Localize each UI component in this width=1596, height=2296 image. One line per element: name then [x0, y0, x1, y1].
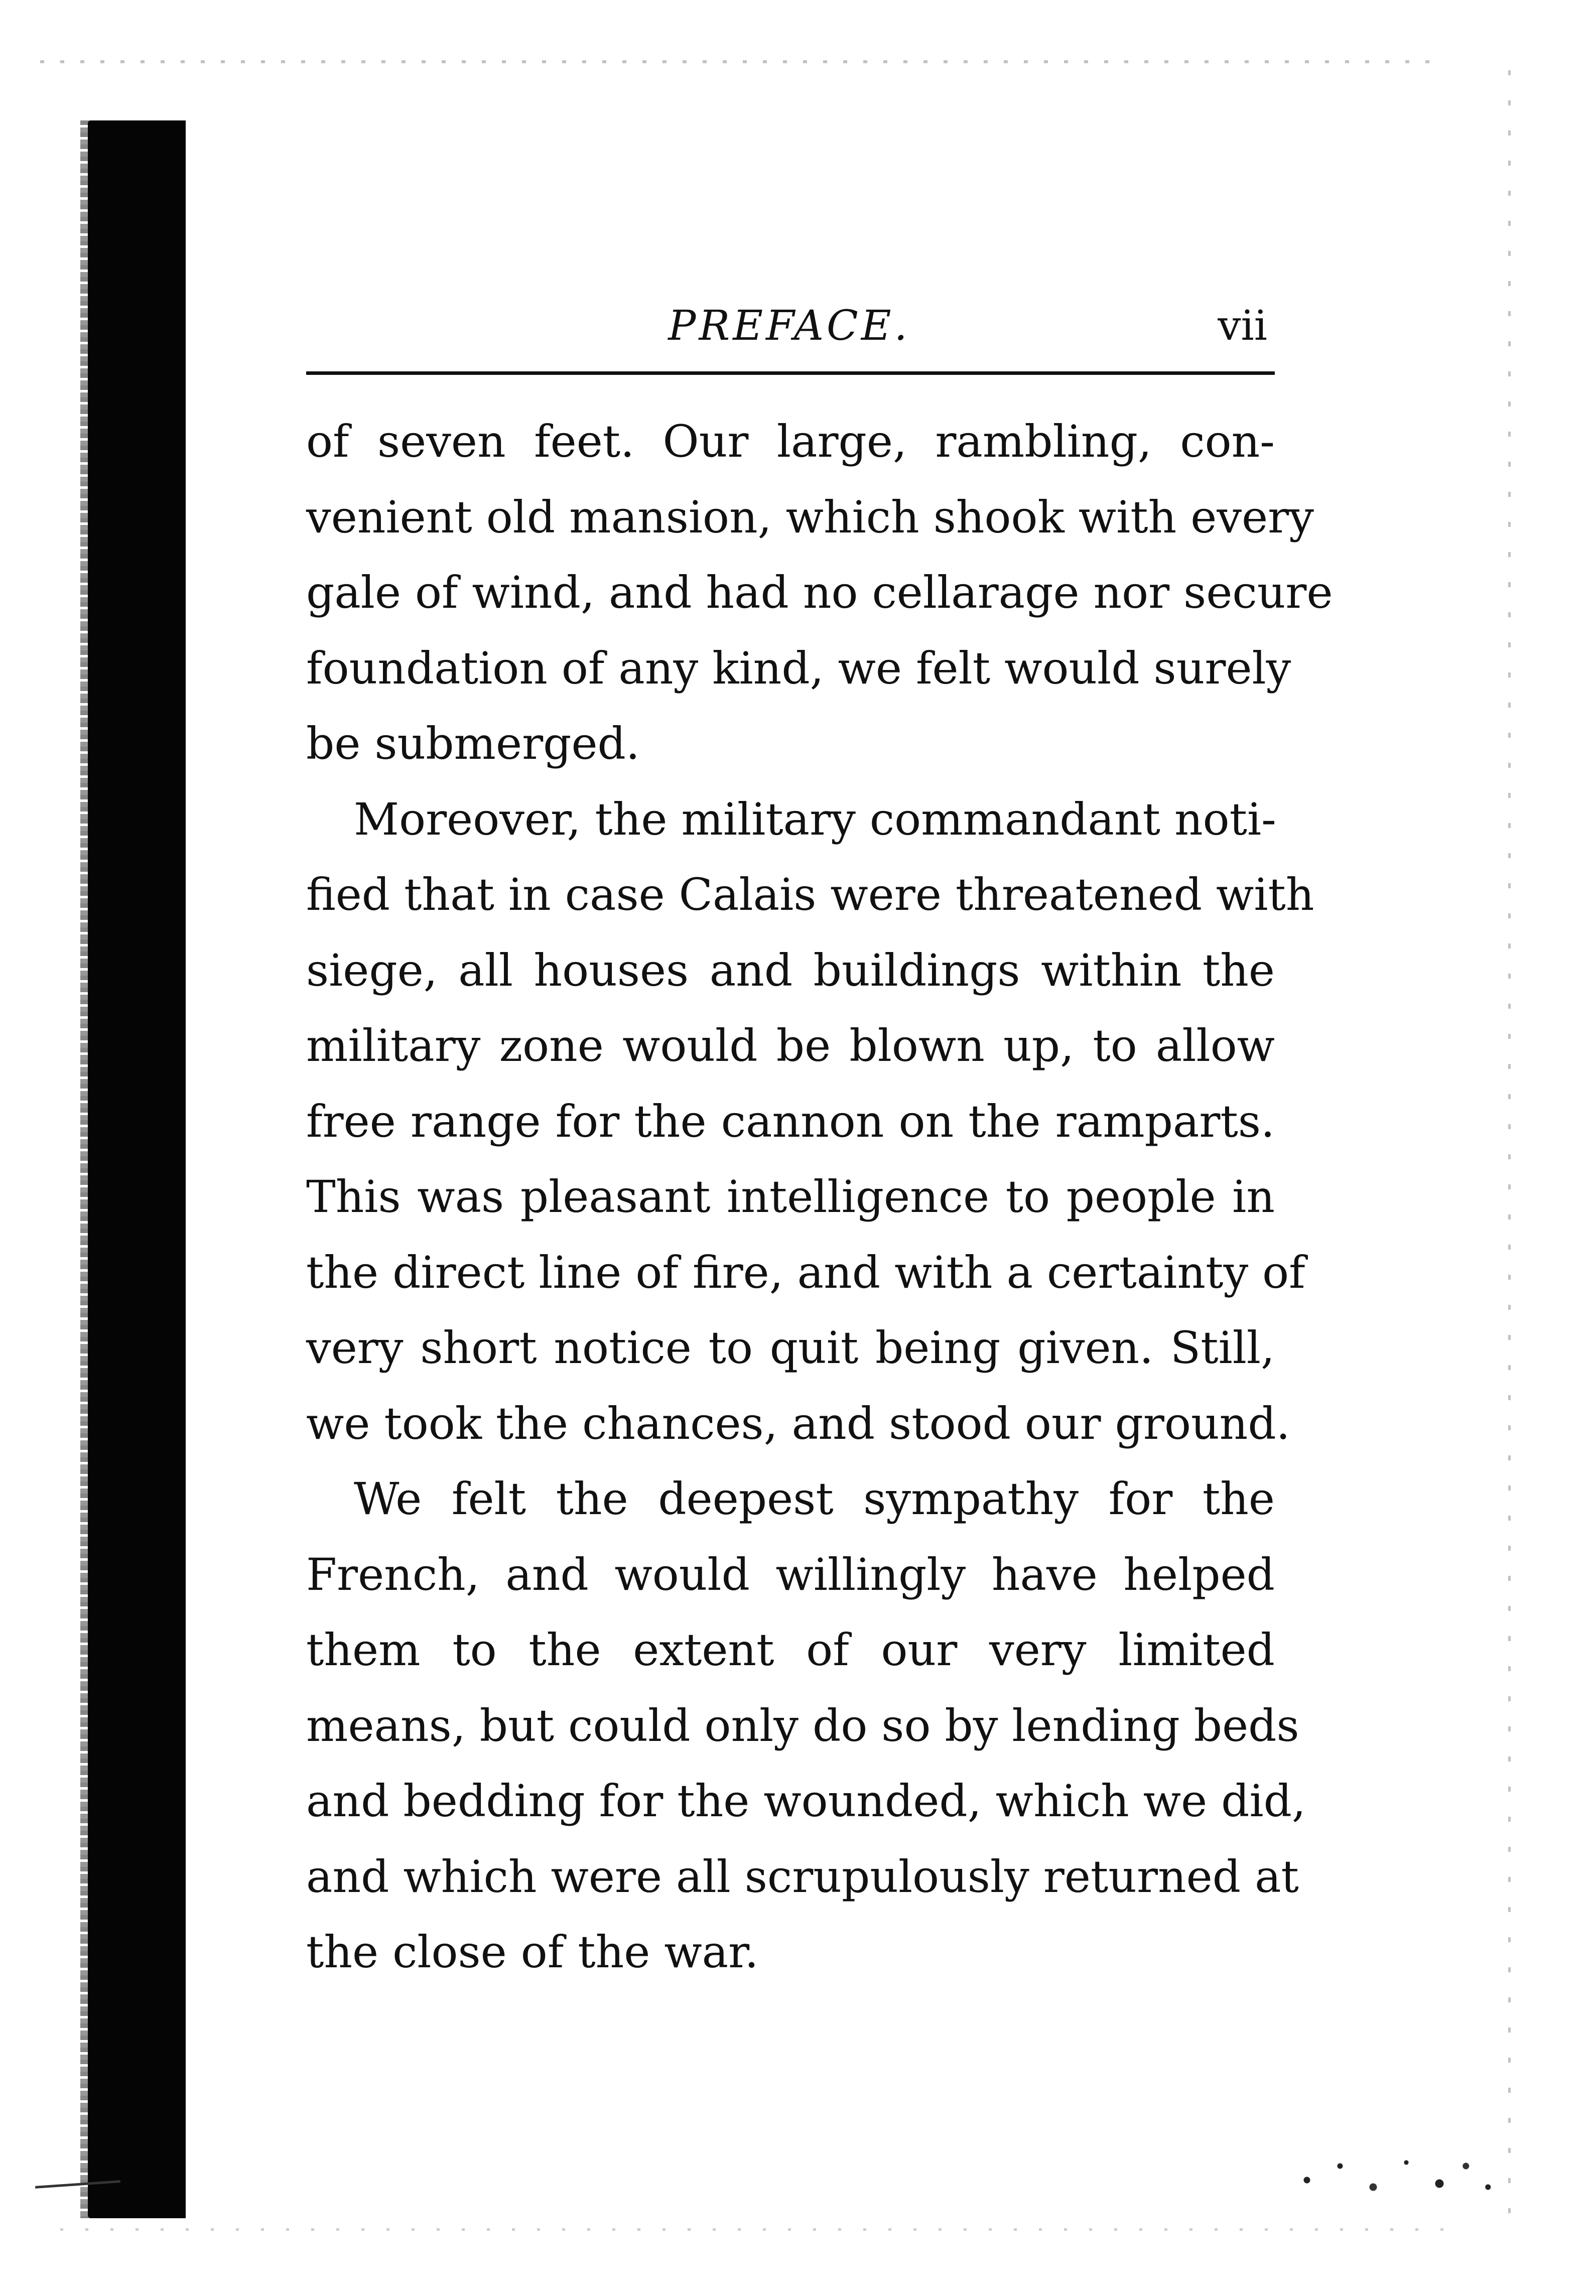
text-line: French, and would willingly have helped	[306, 1548, 1275, 1600]
text-line: we took the chances, and stood our ground.	[306, 1397, 1290, 1449]
text-line: We felt the deepest sympathy for the	[354, 1473, 1275, 1525]
text-line: free range for the cannon on the ramparts.	[306, 1095, 1275, 1147]
text-line: military zone would be blown up, to allow	[306, 1020, 1275, 1071]
text-line: Moreover, the military commandant noti-	[354, 793, 1276, 845]
page-edge-right	[1508, 70, 1511, 2228]
text-line: and bedding for the wounded, which we did,	[306, 1775, 1306, 1827]
text-line: the close of the war.	[306, 1926, 759, 1978]
text-line: of seven feet. Our large, rambling, con-	[306, 416, 1275, 467]
running-head	[311, 299, 1267, 354]
text-line: and which were all scrupulously returned at	[306, 1850, 1299, 1903]
text-line: means, but could only do so by lending beds	[306, 1699, 1299, 1751]
text-line: gale of wind, and had no cellarage nor secure	[306, 567, 1333, 618]
text-line: the direct line of fire, and with a certainty of	[306, 1246, 1305, 1298]
page-number: vii	[1218, 302, 1267, 350]
text-line: very short notice to quit being given. Still,	[306, 1322, 1275, 1374]
text-line: fied that in case Calais were threatened with	[306, 869, 1314, 920]
binding-shadow	[88, 120, 186, 2218]
text-line: them to the extent of our very limited	[306, 1624, 1275, 1676]
text-line: venient old mansion, which shook with every	[306, 491, 1314, 543]
page-edge-top	[40, 60, 1445, 63]
text-line: siege, all houses and buildings within the	[306, 944, 1275, 996]
header-rule	[306, 371, 1275, 375]
scan-speckles	[1285, 2138, 1506, 2208]
page-edge-bottom	[60, 2228, 1466, 2231]
body-text	[306, 404, 1333, 1990]
text-line: be submerged.	[306, 718, 640, 769]
text-line: This was pleasant intelligence to people in	[306, 1171, 1275, 1223]
running-title: PREFACE.	[668, 302, 910, 350]
text-line: foundation of any kind, we felt would surely	[306, 642, 1291, 694]
